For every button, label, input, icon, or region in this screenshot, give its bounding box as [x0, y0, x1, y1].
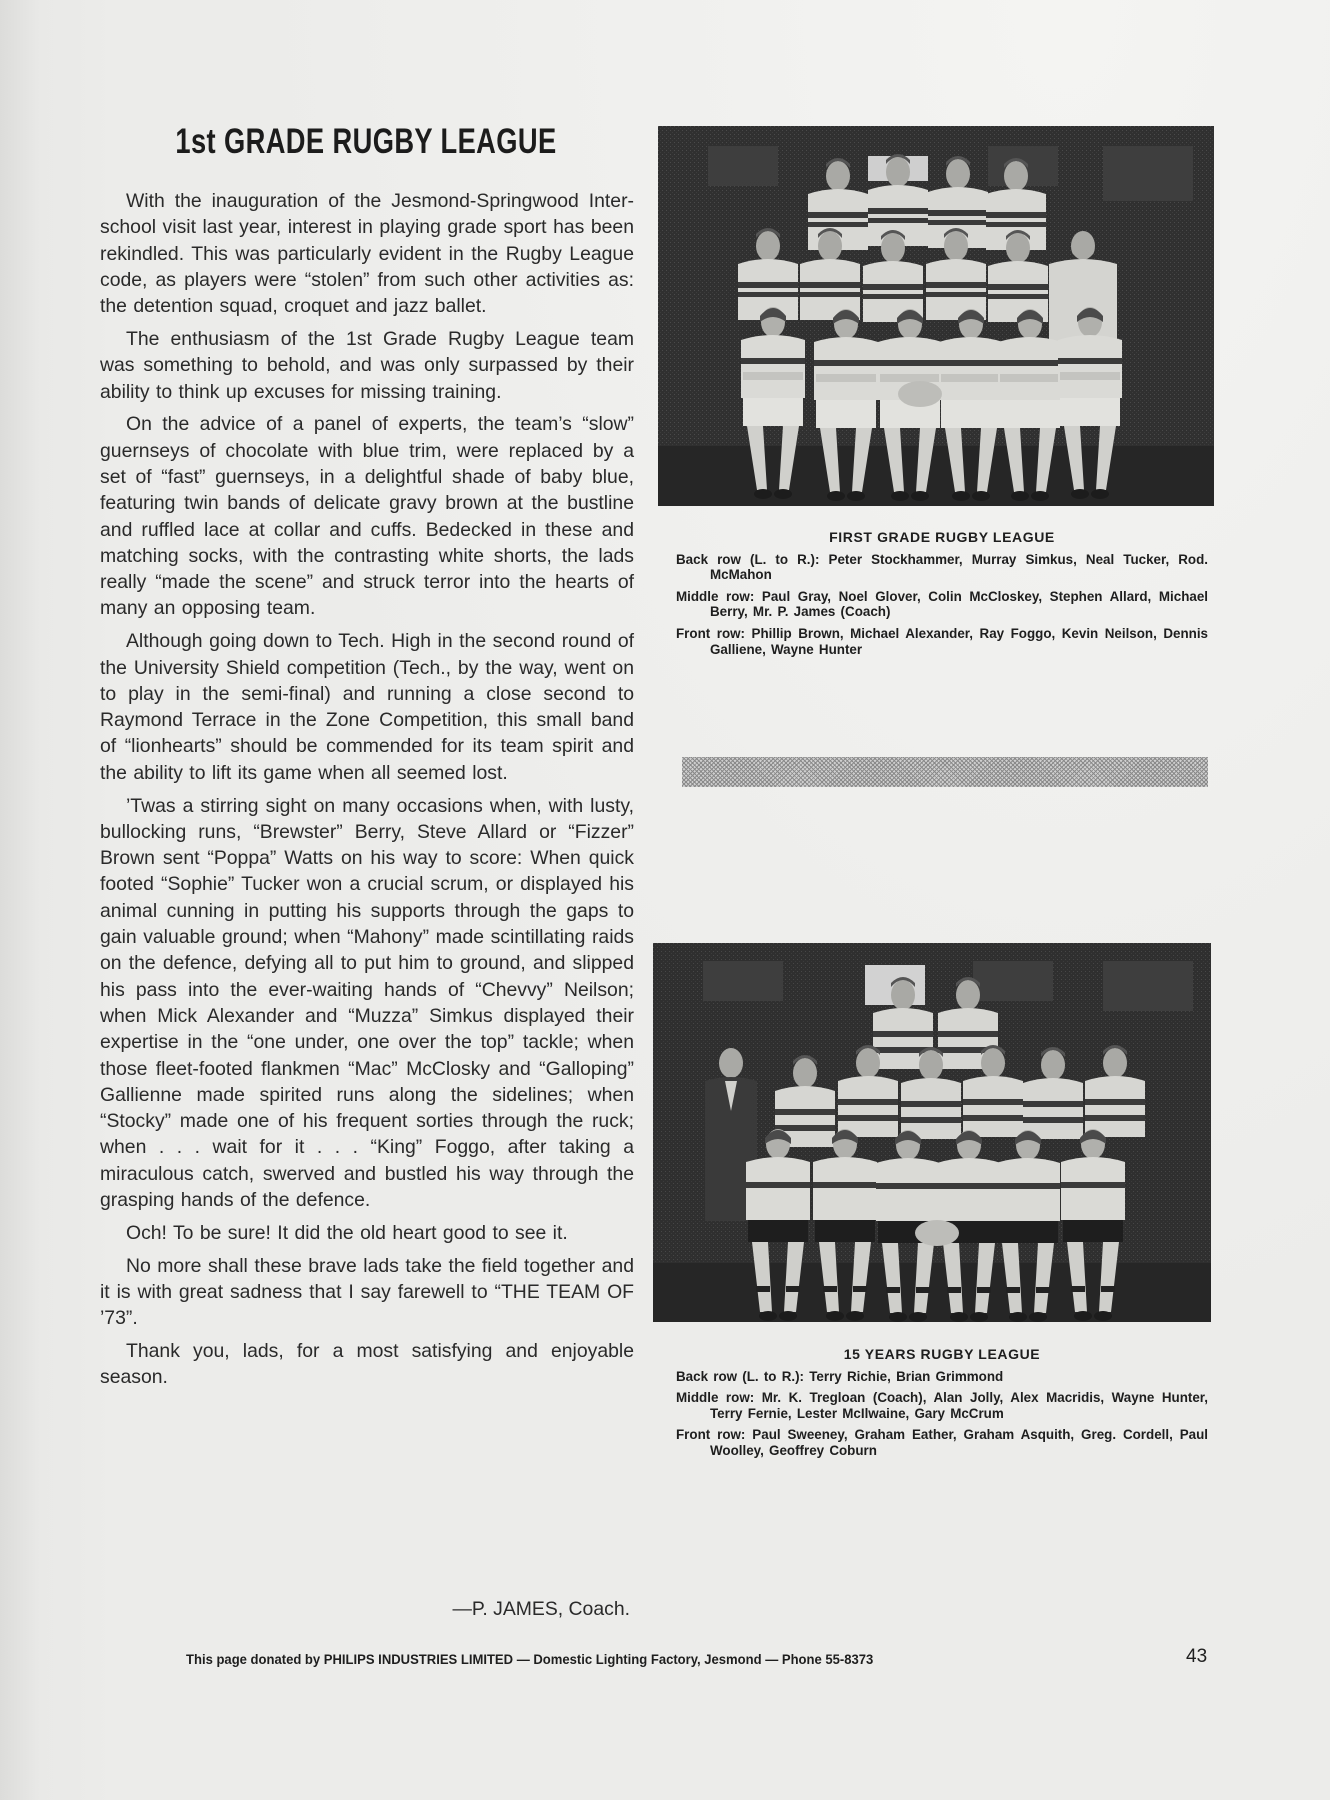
article-paragraph: Och! To be sure! It did the old heart good to see it. [126, 1221, 568, 1244]
article-signature: —P. JAMES, Coach. [452, 1598, 630, 1620]
photo-caption-first-grade [676, 530, 1208, 663]
rugby-ball-icon [898, 381, 942, 407]
caption-title: 15 YEARS RUGBY LEAGUE [843, 1346, 1041, 1362]
article-paragraph: No more shall these brave lads take the field together and it is with great sadness that I say farewell to “THE TEAM OF ’73”. [100, 1254, 634, 1330]
article-body [100, 188, 634, 1397]
article-paragraph: With the inauguration of the Jesmond-Springwood Inter-school visit last year, interest in playing grade sport has been rekindled. This was particularly evident in the Rugby League code, as players were “stolen” from such other activities as: the detention squad, croquet and jazz ballet. [100, 190, 634, 318]
rugby-ball-icon [915, 1220, 959, 1246]
article-paragraph: Thank you, lads, for a most satisfying and enjoyable season. [100, 1339, 634, 1389]
team-photo-illustration [658, 126, 1214, 506]
caption-middle-row: Middle row: Paul Gray, Noel Glover, Colin McCloskey, Stephen Allard, Michael Berry, Mr. P. James (Coach) [676, 588, 1208, 620]
team-photo-15-years [653, 943, 1211, 1322]
article-paragraph: The enthusiasm of the 1st Grade Rugby League team was something to behold, and was only surpassed by their ability to think up excuses for missing training. [100, 327, 634, 403]
caption-front-row: Front row: Paul Sweeney, Graham Eather, Graham Asquith, Greg. Cordell, Paul Woolley, Geoffrey Coburn [676, 1427, 1208, 1458]
page-footer-donation: This page donated by PHILIPS INDUSTRIES LIMITED — Domestic Lighting Factory, Jesmond — Phone 55-8373 [186, 1652, 874, 1668]
halftone-divider-bar [682, 757, 1208, 787]
page-number: 43 [1186, 1646, 1208, 1667]
team-photo-first-grade [658, 126, 1214, 506]
caption-back-row: Back row (L. to R.): Terry Richie, Brian Grimmond [676, 1368, 1004, 1384]
photo-caption-15-years [676, 1347, 1208, 1465]
team-photo-illustration [653, 943, 1211, 1322]
caption-middle-row: Middle row: Mr. K. Tregloan (Coach), Alan Jolly, Alex Macridis, Wayne Hunter, Terry Fernie, Lester McIlwaine, Gary McCrum [676, 1390, 1208, 1421]
article-paragraph: Although going down to Tech. High in the second round of the University Shield competition (Tech., by the way, went on to play in the semi-final) and running a close second to Raymond Terrace in the Zone Competition, this small band of “lionhearts” should be commended for its team spirit and the ability to lift its game when all seemed lost. [100, 630, 634, 784]
caption-back-row: Back row (L. to R.): Peter Stockhammer, Murray Simkus, Neal Tucker, Rod. McMahon [676, 551, 1208, 583]
article-paragraph: ’Twas a stirring sight on many occasions when, with lusty, bullocking runs, “Brewster” Berry, Steve Allard or “Fizzer” Brown sent “Poppa” Watts on his way to score: When quick footed “Sophie” Tucker won a crucial scrum, or displayed his animal cunning in putting his supports through the gaps to gain valuable ground; when “Mahony” made scintillating raids on the defence, defying all to put him to ground, and slipped his pass into the ever-waiting hands of “Chevvy” Neilson; when Mick Alexander and “Muzza” Simkus displayed their expertise in the “one under, one over the top” tackle; when those fleet-footed flankmen “Mac” McClosky and “Galloping” Gallienne made spirited runs along the sidelines; when “Stocky” made one of his frequent sorties through the ruck; when . . . wait for it . . . “King” Foggo, after taking a miraculous catch, swerved and bustled his way through the grasping hands of the defence. [100, 794, 634, 1211]
caption-title: FIRST GRADE RUGBY LEAGUE [829, 529, 1055, 545]
caption-front-row: Front row: Phillip Brown, Michael Alexander, Ray Foggo, Kevin Neilson, Dennis Galliene, Wayne Hunter [676, 625, 1208, 657]
article-paragraph: On the advice of a panel of experts, the team’s “slow” guernseys of chocolate with blue trim, were replaced by a set of “fast” guernseys, in a delightful shade of baby blue, featuring twin bands of delicate gravy brown at the bustline and ruffled lace at collar and cuffs. Bedecked in these and matching socks, with the contrasting white shorts, the lads really “made the scene” and struck terror into the hearts of many an opposing team. [100, 413, 634, 620]
article-title: 1st GRADE RUGBY LEAGUE [175, 122, 557, 161]
